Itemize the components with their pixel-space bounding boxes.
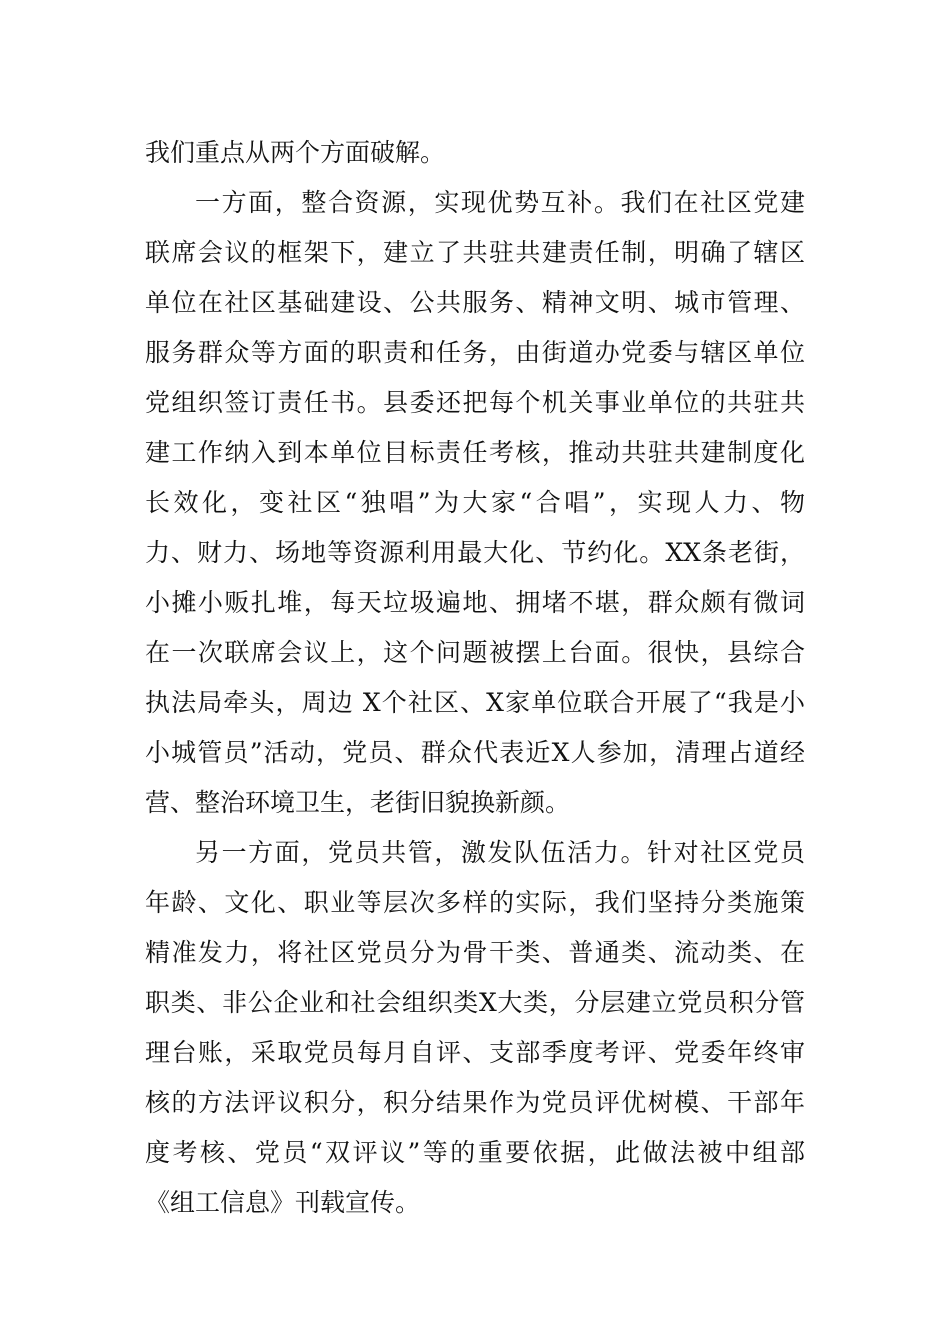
- text-line: 力、财力、场地等资源利用最大化、节约化。XX条老街，: [145, 538, 805, 567]
- text-line: 执法局牵头，周边 X个社区、X家单位联合开展了“我是小: [145, 688, 805, 717]
- text-line: 在一次联席会议上，这个问题被摆上台面。很快，县综合: [145, 638, 805, 667]
- text-line: 营、整治环境卫生，老街旧貌换新颜。: [145, 788, 571, 817]
- text-line: 精准发力，将社区党员分为骨干类、普通类、流动类、在: [145, 938, 805, 967]
- text-line: 建工作纳入到本单位目标责任考核，推动共驻共建制度化: [145, 438, 805, 467]
- text-line: 小城管员”活动，党员、群众代表近X人参加，清理占道经: [145, 738, 805, 767]
- text-line: 一方面，整合资源，实现优势互补。我们在社区党建: [195, 188, 805, 217]
- document-body: [145, 128, 805, 1228]
- text-line: 度考核、党员“双评议”等的重要依据，此做法被中组部: [145, 1138, 805, 1167]
- text-line: 核的方法评议积分，积分结果作为党员评优树模、干部年: [145, 1088, 805, 1117]
- text-line: 职类、非公企业和社会组织类X大类，分层建立党员积分管: [145, 988, 805, 1017]
- text-line: 联席会议的框架下，建立了共驻共建责任制，明确了辖区: [145, 238, 805, 267]
- text-line: 年龄、文化、职业等层次多样的实际，我们坚持分类施策: [145, 888, 805, 917]
- text-line: 小摊小贩扎堆，每天垃圾遍地、拥堵不堪，群众颇有微词: [145, 588, 805, 617]
- text-line: 理台账，采取党员每月自评、支部季度考评、党委年终审: [145, 1038, 805, 1067]
- text-line: 党组织签订责任书。县委还把每个机关事业单位的共驻共: [145, 388, 805, 417]
- text-line: 《组工信息》刊载宣传。: [145, 1188, 421, 1217]
- text-line: 我们重点从两个方面破解。: [145, 138, 446, 167]
- text-line: 单位在社区基础建设、公共服务、精神文明、城市管理、: [145, 288, 805, 317]
- text-line: 服务群众等方面的职责和任务，由街道办党委与辖区单位: [145, 338, 805, 367]
- text-line: 长效化，变社区“独唱”为大家“合唱”，实现人力、物: [145, 488, 805, 517]
- text-line: 另一方面，党员共管，激发队伍活力。针对社区党员: [195, 838, 805, 867]
